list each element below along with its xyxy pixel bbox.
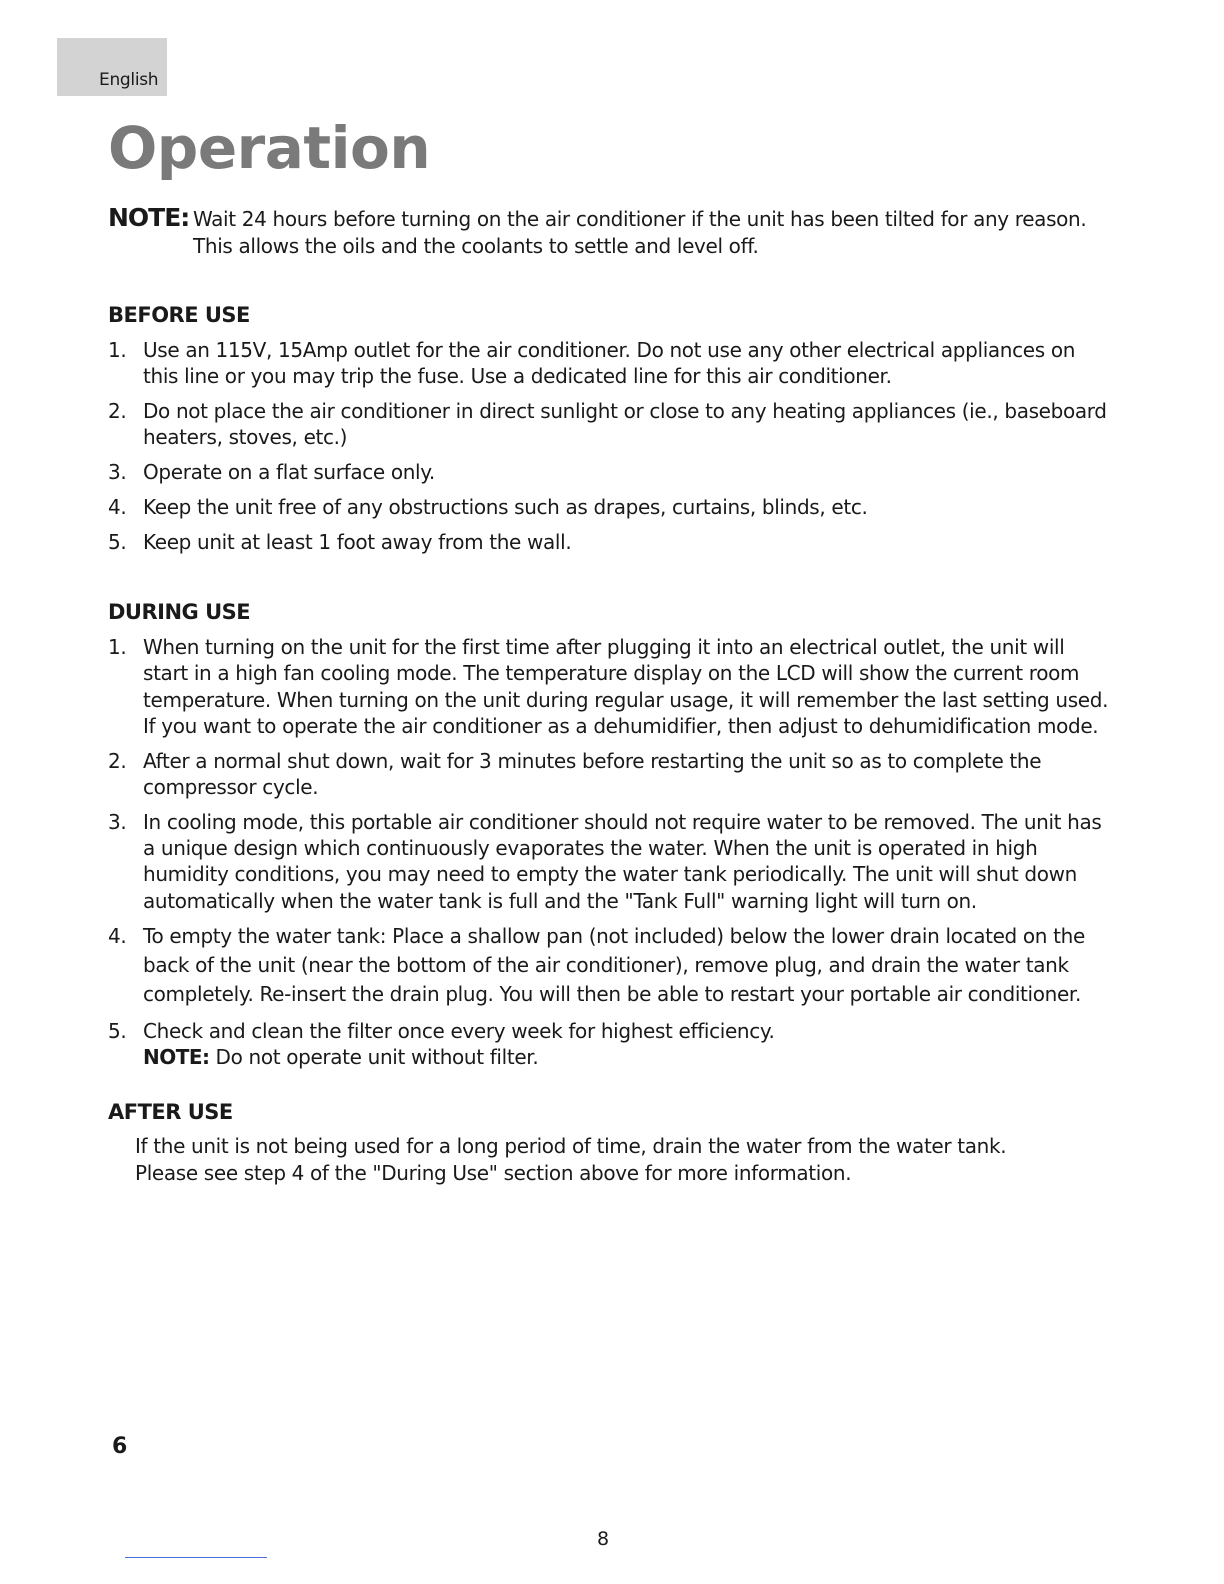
list-item	[108, 529, 1113, 555]
before-use-heading: BEFORE USE	[108, 303, 250, 327]
item-text: Keep the unit free of any obstructions such as drapes, curtains, blinds, etc.	[143, 494, 868, 519]
note-line: This allows the oils and the coolants to settle and level off.	[193, 233, 759, 258]
item-text: In cooling mode, this portable air conditioner should not require water to be removed. The unit has a unique design which continuously evaporates the water. When the unit is operated in high humidity conditions, you may need to empty the water tank periodically. The unit will shut down automatically when the water tank is full and the "Tank Full" warning light will turn on.	[143, 809, 1102, 913]
note-text	[193, 206, 1113, 259]
list-item	[108, 494, 1113, 520]
list-item	[108, 1018, 1113, 1071]
item-note	[143, 1044, 1113, 1070]
list-item	[108, 398, 1113, 451]
list-item	[108, 748, 1113, 801]
item-note-text: Do not operate unit without filter.	[209, 1045, 539, 1070]
note-line: Wait 24 hours before turning on the air conditioner if the unit has been tilted for any reason.	[193, 207, 1087, 231]
list-item	[108, 809, 1113, 914]
item-number: 4.	[108, 494, 127, 519]
item-text: To empty the water tank: Place a shallow pan (not included) below the lower drain located on the back of the unit (near the bottom of the air conditioner), remove plug, and drain the water tank completely. Re-insert the drain plug. You will then be able to restart your portable air conditioner.	[143, 924, 1085, 1007]
note-label: NOTE:	[108, 203, 190, 232]
during-use-heading: DURING USE	[108, 600, 251, 624]
item-text: Use an 115V, 15Amp outlet for the air conditioner. Do not use any other electrical appliances on this line or you may trip the fuse. Use a dedicated line for this air conditioner.	[143, 338, 1076, 389]
list-item	[108, 634, 1113, 739]
during-use-list	[108, 634, 1113, 1079]
item-text: Do not place the air conditioner in direct sunlight or close to any heating appliances (ie., baseboard heaters, stoves, etc.)	[143, 399, 1107, 450]
list-item	[108, 459, 1113, 485]
item-text: Operate on a flat surface only.	[143, 460, 435, 485]
item-number: 3.	[108, 460, 127, 485]
after-use-heading: AFTER USE	[108, 1100, 233, 1124]
after-use-line: Please see step 4 of the "During Use" section above for more information.	[135, 1160, 852, 1185]
after-use-line: If the unit is not being used for a long period of time, drain the water from the water tank.	[135, 1134, 1007, 1158]
item-text: After a normal shut down, wait for 3 minutes before restarting the unit so as to complete the compressor cycle.	[143, 748, 1042, 799]
item-number: 5.	[108, 1018, 127, 1043]
list-item	[108, 337, 1113, 390]
footer-rule	[125, 1557, 267, 1558]
page-title: Operation	[108, 114, 431, 182]
item-number: 2.	[108, 399, 127, 424]
item-number: 2.	[108, 748, 127, 773]
list-item	[108, 922, 1113, 1009]
after-use-text	[135, 1133, 1115, 1186]
before-use-list	[108, 337, 1113, 564]
item-note-label: NOTE:	[143, 1045, 210, 1070]
item-text: Keep unit at least 1 foot away from the wall.	[143, 529, 572, 554]
manual-page-number: 6	[112, 1434, 128, 1459]
item-number: 1.	[108, 635, 127, 659]
item-number: 1.	[108, 338, 127, 362]
item-number: 4.	[108, 924, 127, 949]
pdf-page-number: 8	[597, 1528, 610, 1550]
item-text: Check and clean the filter once every week for highest efficiency.	[143, 1018, 775, 1043]
item-number: 3.	[108, 809, 127, 834]
item-text: When turning on the unit for the first time after plugging it into an electrical outlet, the unit will start in a high fan cooling mode. The temperature display on the LCD will show the current room temperature. When turning on the unit during regular usage, it will remember the last setting used. If you want to operate the air conditioner as a dehumidifier, then adjust to dehumidification mode.	[143, 635, 1109, 738]
language-tab	[57, 38, 167, 96]
language-label: English	[99, 70, 159, 90]
item-number: 5.	[108, 529, 127, 554]
